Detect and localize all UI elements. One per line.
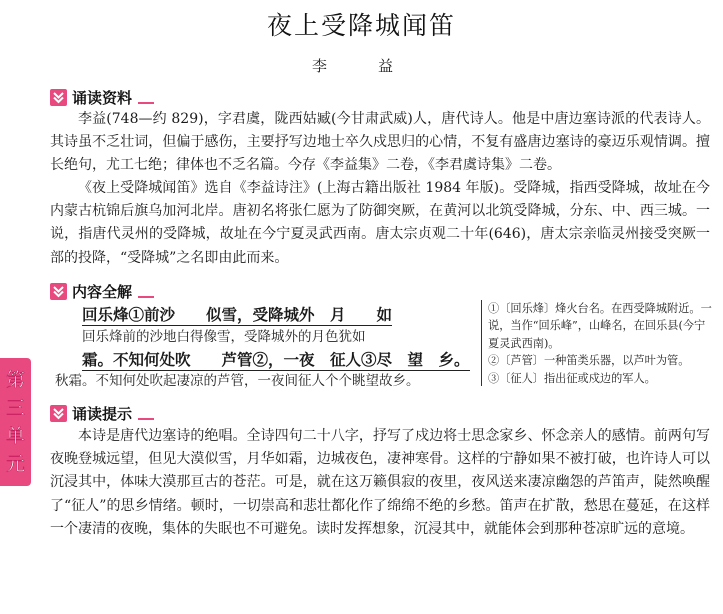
tips-paragraph: 本诗是唐代边塞诗的绝唱。全诗四句二十八字，抒写了戍边将士思念家乡、怀念亲人的感情。前两句写夜晚登城远望，但见大漠似雪，月华如霜，边城夜色，凄神寒骨。这样的宁静如果不被打破，也许诗人可以沉浸其中，体味大漠那亘古的苍茫。可是，就在这万籁俱寂的夜里，夜风送来凄凉幽怨的芦笛声，陡然唤醒了“征人”的思乡情绪。顿时，一切崇高和悲壮都化作了绵绵不绝的乡愁。笛声在扩散，愁思在蔓延，在这样一个凄清的夜晚，集体的失眠也不可避免。读时发挥想象，沉浸其中，就能体会到那种苍凉旷远的意境。	[50, 428, 710, 537]
section-arrow-icon	[50, 89, 67, 106]
section-heading-label: 诵读提示	[72, 404, 133, 423]
section-heading-label: 诵读资料	[72, 88, 133, 107]
section-heading-background	[50, 86, 154, 108]
note-item: ①〔回乐烽〕烽火台名。在西受降城附近。一说，当作“回乐峰”，山峰名，在回乐县(今宁夏灵武西南)。	[488, 302, 712, 350]
poem-translation-2: 秋霜。不知何处吹起凄凉的芦管，一夜间征人个个眺望故乡。	[55, 373, 420, 389]
section-heading-label: 内容全解	[72, 282, 133, 301]
section-underline	[138, 296, 154, 298]
author-name: 李 益	[311, 57, 411, 75]
unit-tab-char: 元	[5, 453, 25, 475]
note-item: ②〔芦管〕一种笛类乐器，以芦叶为管。	[488, 354, 690, 368]
note-item: ③〔征人〕指出征或戍边的军人。	[488, 371, 656, 385]
poem-translation-1: 回乐烽前的沙地白得像雪，受降城外的月色犹如	[82, 329, 366, 345]
section-arrow-icon	[50, 405, 67, 422]
section-heading-tips	[50, 402, 154, 424]
unit-tab-char: 第	[5, 369, 25, 391]
background-paragraph-1: 李益(748—约 829)，字君虞，陇西姑臧(今甘肃武威)人，唐代诗人。他是中唐边塞诗派的代表诗人。其诗虽不乏壮词，但偏于感伤，主要抒写边地士卒久戍思归的心情，不复有盛唐边塞诗的豪迈乐观情调。擅长绝句，尤工七绝；律体也不乏名篇。今存《李益集》二卷，《李君虞诗集》二卷。	[50, 111, 710, 174]
annotation-notes	[481, 300, 713, 386]
poem-line-1: 回乐烽①前沙 似雪，受降城外 月 如	[82, 305, 393, 324]
page-title: 夜上受降城闻笛	[266, 11, 456, 40]
unit-tab-char: 三	[5, 397, 25, 419]
unit-side-tab	[0, 358, 31, 486]
section-underline	[138, 102, 154, 104]
poem-line-2: 霜。不知何处吹 芦管②，一夜 征人③尽 望 乡。	[82, 350, 470, 369]
section-underline	[138, 418, 154, 420]
section-arrow-icon	[50, 283, 67, 300]
background-paragraph-2: 《夜上受降城闻笛》选自《李益诗注》(上海古籍出版社 1984 年版)。受降城，指西受降城，故址在今内蒙古杭锦后旗乌加河北岸。唐初名将张仁愿为了防御突厥，在黄河以北筑受降城，分东、中、西三城。一说，指唐代灵州的受降城，故址在今宁夏灵武西南。唐太宗贞观二十年(646)，唐太宗亲临灵州接受突厥一部的投降，“受降城”之名即由此而来。	[50, 180, 710, 266]
unit-tab-char: 单	[5, 425, 25, 447]
section-heading-poem	[50, 280, 154, 302]
